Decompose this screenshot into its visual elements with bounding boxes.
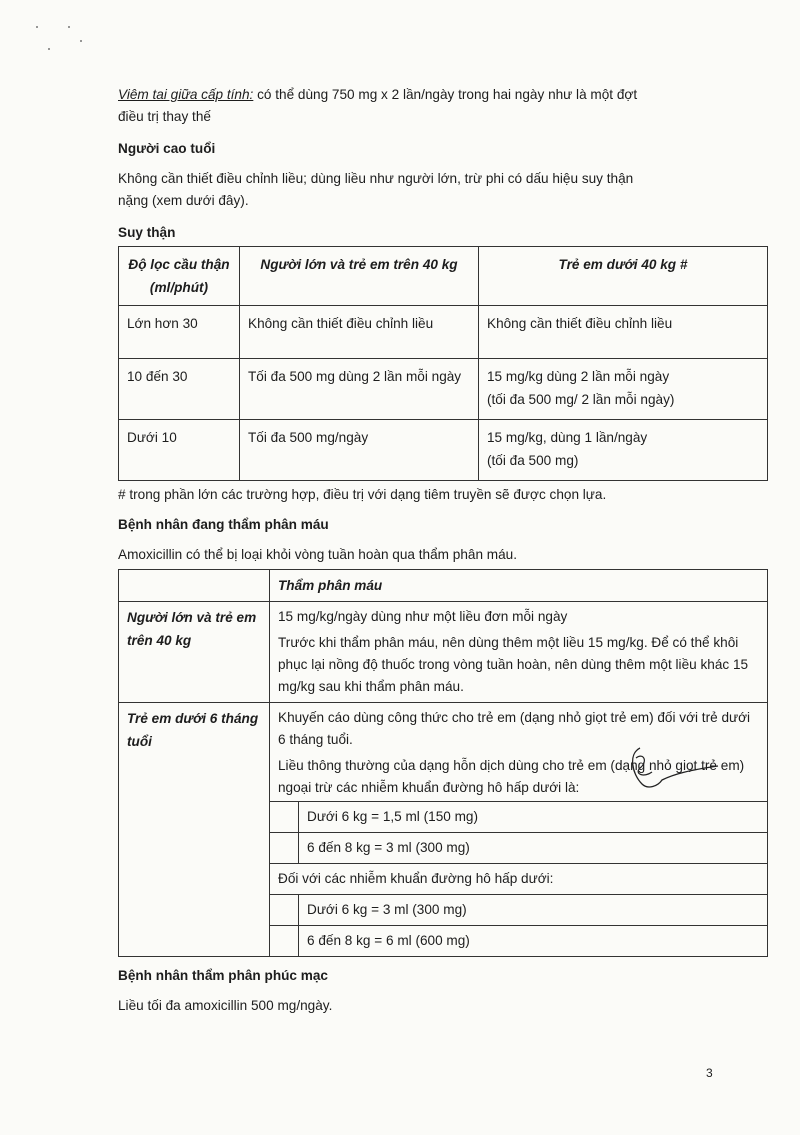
sub-dose: 6 đến 8 kg = 3 ml (300 mg) [299, 833, 768, 864]
sub-row [270, 864, 767, 895]
cell-adult: Tối đa 500 mg dùng 2 lần mỗi ngày [240, 359, 479, 420]
elderly-text-continued: nặng (xem dưới đây). [118, 193, 249, 208]
sub-indent [270, 926, 299, 957]
cell-child [479, 306, 768, 359]
cell-child-line: 15 mg/kg dùng 2 lần mỗi ngày [487, 369, 670, 384]
renal-heading: Suy thận [118, 225, 176, 240]
renal-footnote: # trong phần lớn các trường hợp, điều trị với dạng tiêm truyền sẽ được chọn lựa. [118, 487, 607, 502]
cell-child-line: (tối đa 500 mg/ 2 lần mỗi ngày) [487, 392, 675, 407]
hemodialysis-heading: Bệnh nhân đang thẩm phân máu [118, 517, 329, 532]
sub-indent [270, 895, 299, 926]
table-row [119, 602, 768, 703]
signature-mark [618, 744, 728, 794]
cell-child-line: Không cần thiết điều chỉnh liều [487, 316, 673, 331]
infant-recommendation: Khuyến cáo dùng công thức cho trẻ em (dạng nhỏ giọt trẻ em) đối với trẻ dưới 6 tháng tuổi. [278, 710, 751, 747]
scan-speck [36, 26, 38, 28]
peritoneal-text: Liều tối đa amoxicillin 500 mg/ngày. [118, 998, 333, 1013]
cell-child [479, 420, 768, 481]
cell-adult: Không cần thiết điều chỉnh liều [240, 306, 479, 359]
table-row [119, 420, 768, 481]
page-number: 3 [706, 1066, 713, 1080]
table-row [119, 703, 768, 957]
otitis-paragraph [118, 84, 770, 106]
sub-indent [270, 802, 299, 833]
table-row [119, 359, 768, 420]
scan-speck [80, 40, 82, 42]
header-gfr: Độ lọc cầu thận (ml/phút) [119, 247, 240, 306]
cell-child-line: 15 mg/kg, dùng 1 lần/ngày [487, 430, 648, 445]
adult-dose-line: 15 mg/kg/ngày dùng như một liều đơn mỗi ngày [278, 609, 568, 624]
peritoneal-heading: Bệnh nhân thẩm phân phúc mạc [118, 968, 328, 983]
sub-row [270, 895, 767, 926]
elderly-heading: Người cao tuổi [118, 141, 216, 156]
usual-dose-subtable [270, 801, 767, 956]
cell-adult-dosing [270, 602, 768, 703]
table-row [119, 306, 768, 359]
sub-dose: Dưới 6 kg = 1,5 ml (150 mg) [299, 802, 768, 833]
table-header-row [119, 570, 768, 602]
cell-gfr: Dưới 10 [119, 420, 240, 481]
lower-resp-label: Đối với các nhiễm khuẩn đường hô hấp dưới: [270, 864, 767, 895]
sub-indent [270, 833, 299, 864]
cell-gfr: 10 đến 30 [119, 359, 240, 420]
header-child: Trẻ em dưới 40 kg # [479, 247, 768, 306]
renal-dosing-table [118, 246, 768, 481]
scan-speck [48, 48, 50, 50]
header-adult: Người lớn và trẻ em trên 40 kg [240, 247, 479, 306]
otitis-text: có thể dùng 750 mg x 2 lần/ngày trong hai ngày như là một đợt [253, 87, 638, 102]
sub-dose: Dưới 6 kg = 3 ml (300 mg) [299, 895, 768, 926]
adult-dose-note: Trước khi thẩm phân máu, nên dùng thêm một liều 15 mg/kg. Để có thể khôi phục lại nồng độ thuốc trong vòng tuần hoàn, nên dùng thêm một liều khác 15 mg/kg sau khi thẩm phân máu. [278, 635, 749, 694]
document-page [118, 84, 770, 1017]
scan-speck [68, 26, 70, 28]
otitis-label: Viêm tai giữa cấp tính: [118, 87, 254, 102]
cell-child [479, 359, 768, 420]
cell-infant-dosing [270, 703, 768, 957]
elderly-text: Không cần thiết điều chỉnh liều; dùng liều như người lớn, trừ phi có dấu hiệu suy thận [118, 171, 634, 186]
infant-usual-dose-intro: Liều thông thường của dạng hỗn dịch dùng cho trẻ em (dạng nhỏ giọt trẻ em) ngoại trừ các nhiễm khuẩn đường hô hấp dưới là: [278, 758, 745, 795]
sub-row [270, 926, 767, 957]
cell-adult: Tối đa 500 mg/ngày [240, 420, 479, 481]
cell-child-line: (tối đa 500 mg) [487, 453, 579, 468]
header-hemodialysis: Thẩm phân máu [270, 570, 768, 602]
cell-gfr: Lớn hơn 30 [119, 306, 240, 359]
sub-row [270, 802, 767, 833]
table-header-row [119, 247, 768, 306]
header-empty [119, 570, 270, 602]
row-label-adult: Người lớn và trẻ em trên 40 kg [119, 602, 270, 703]
sub-dose: 6 đến 8 kg = 6 ml (600 mg) [299, 926, 768, 957]
hemodialysis-text: Amoxicillin có thể bị loại khỏi vòng tuần hoàn qua thẩm phân máu. [118, 547, 517, 562]
row-label-infant: Trẻ em dưới 6 tháng tuổi [119, 703, 270, 957]
sub-row [270, 833, 767, 864]
otitis-text-continued: điều trị thay thế [118, 109, 211, 124]
